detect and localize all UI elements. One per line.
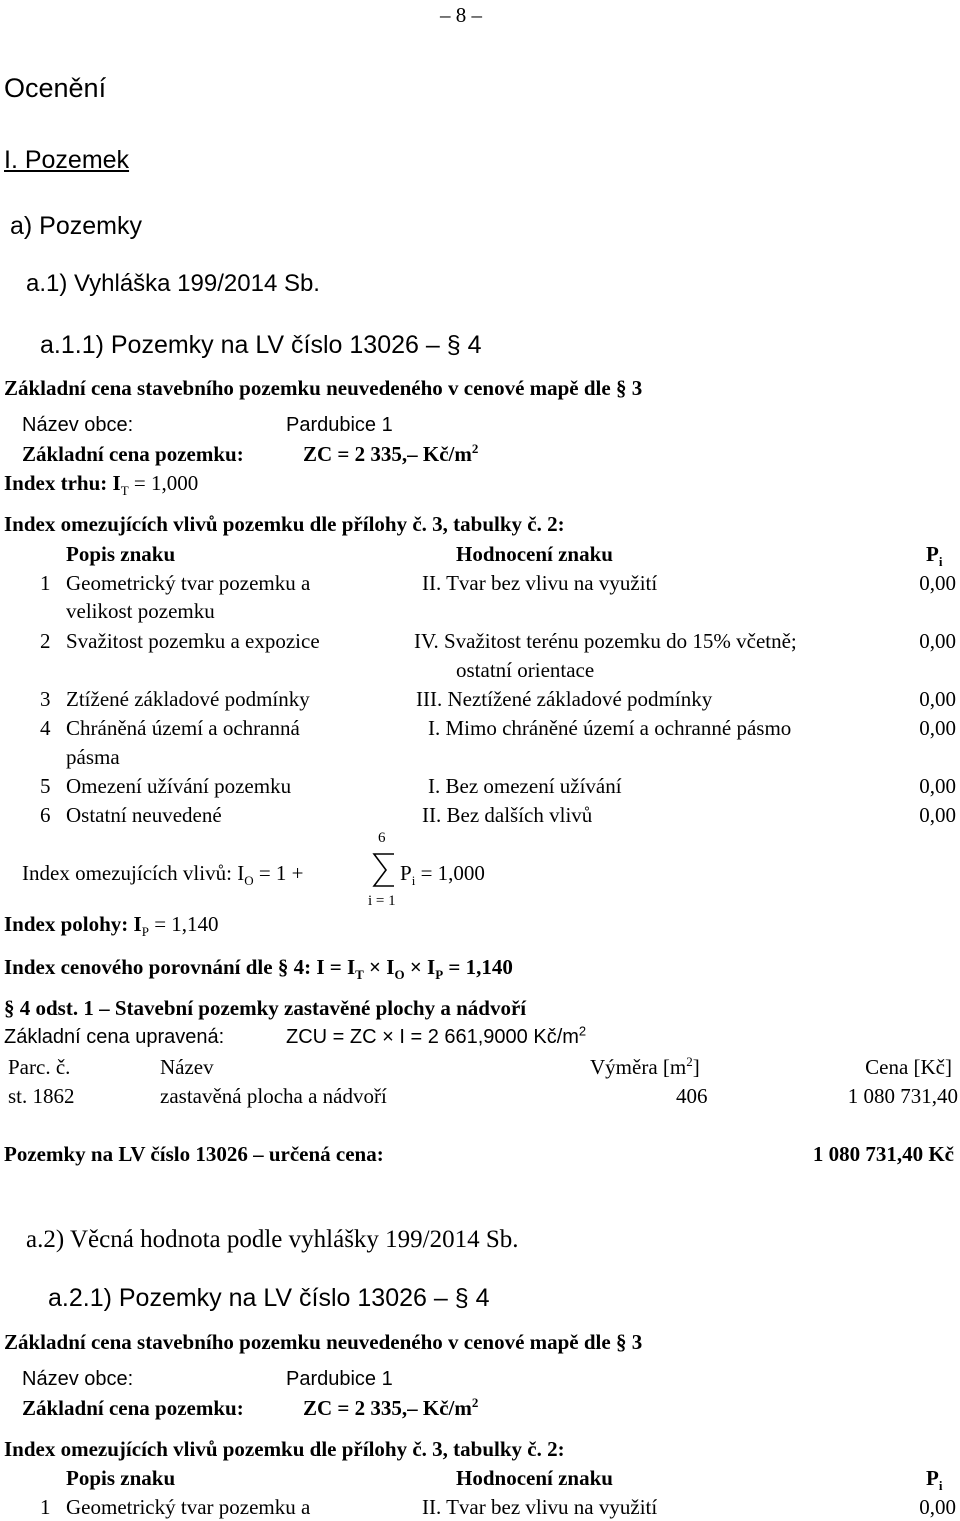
table-row-pi: 0,00 xyxy=(919,716,956,740)
sum-lower-limit: i = 1 xyxy=(368,893,396,909)
table-row-hodnoceni-cont: ostatní orientace xyxy=(456,658,595,682)
table-row-popis-cont: velikost pozemku xyxy=(66,599,215,623)
obec-value: Pardubice 1 xyxy=(286,414,393,436)
subsection-heading-a2: a.2) Věcná hodnota podle vyhlášky 199/2014 Sb. xyxy=(26,1226,519,1253)
index-polohy: Index polohy: $I_P = 1,140$ xyxy=(4,912,219,940)
col-popis-header: Popis znaku xyxy=(66,542,176,566)
sum-upper-limit: 6 xyxy=(378,830,386,846)
table-row-popis: Geometrický tvar pozemku a xyxy=(66,571,311,595)
col-hodnoceni-header: Hodnocení znaku xyxy=(456,542,613,566)
table-row-hodnoceni: II. Tvar bez vlivu na využití xyxy=(422,571,658,595)
table-row-popis: Ostatní neuvedené xyxy=(66,803,222,827)
col-pi-header: $P_i$ xyxy=(926,542,943,570)
obec-label: Název obce: xyxy=(22,414,134,436)
parc-cena: 1 080 731,40 xyxy=(847,1084,958,1108)
col-hodnoceni-header-2: Hodnocení znaku xyxy=(456,1466,613,1490)
parc-header: Parc. č. xyxy=(8,1055,71,1079)
vlivy-heading: Index omezujících vlivů pozemku dle přílohy č. 3, tabulky č. 2: xyxy=(4,512,565,536)
index-omezujicich-vlivu-value: $P_i = 1,000$ xyxy=(400,861,485,889)
zc-label-2: Základní cena pozemku: xyxy=(22,1396,244,1420)
index-cenoveho-porovnani: Index cenového porovnání dle § 4: $I = I_T \times I_O \times I_P = 1,140$ xyxy=(4,955,513,983)
table-row-hodnoceni: I. Mimo chráněné území a ochranné pásmo xyxy=(428,716,792,740)
nazev-header: Název xyxy=(160,1055,214,1079)
page-title: Ocenění xyxy=(4,73,107,103)
table-row-pi: 0,00 xyxy=(919,629,956,653)
parc-vymera: 406 xyxy=(676,1084,708,1108)
table-row-num: 2 xyxy=(40,629,51,653)
table-row-popis: Omezení užívání pozemku xyxy=(66,774,292,798)
zc-label: Základní cena pozemku: xyxy=(22,442,244,466)
subsection-heading: a) Pozemky xyxy=(10,212,142,240)
lv-heading-2: a.2.1) Pozemky na LV číslo 13026 – § 4 xyxy=(48,1284,490,1312)
page-number: – 8 – xyxy=(440,3,482,27)
table-row-num: 4 xyxy=(40,716,51,740)
table-row-popis: Ztížené základové podmínky xyxy=(66,687,310,711)
total-label: Pozemky na LV číslo 13026 – určená cena: xyxy=(4,1142,384,1166)
parc-cislo: st. 1862 xyxy=(8,1084,75,1108)
table-row-num: 1 xyxy=(40,571,51,595)
index-trhu: Index trhu: $I_T = 1,000$ xyxy=(4,471,199,499)
table-row-pi: 0,00 xyxy=(919,803,956,827)
zc-value: ZC = 2 335,– $Kč/m^2$ xyxy=(303,441,479,466)
subsubsection-heading: a.1) Vyhláška 199/2014 Sb. xyxy=(26,270,320,297)
cena-header: Cena [Kč] xyxy=(865,1055,952,1079)
zcu-value: ZCU = ZC × I = 2 661,9000 $Kč/m^2$ xyxy=(286,1023,587,1048)
table-row-hodnoceni: I. Bez omezení užívání xyxy=(428,774,622,798)
table-row-pi: 0,00 xyxy=(919,687,956,711)
total-value: 1 080 731,40 Kč xyxy=(812,1142,954,1166)
obec-label-2: Název obce: xyxy=(22,1368,134,1390)
lv-heading: a.1.1) Pozemky na LV číslo 13026 – § 4 xyxy=(40,331,482,359)
col-pi-header-2: $P_i$ xyxy=(926,1466,943,1494)
table-row-num: 1 xyxy=(40,1495,51,1519)
vlivy-heading-2: Index omezujících vlivů pozemku dle přílohy č. 3, tabulky č. 2: xyxy=(4,1437,565,1461)
table-row-num: 6 xyxy=(40,803,51,827)
zc-value-2: ZC = 2 335,– $Kč/m^2$ xyxy=(303,1395,479,1420)
section-heading: I. Pozemek xyxy=(4,146,130,174)
vymera-header: Výměra $[m^2]$ xyxy=(590,1054,700,1079)
table-row-hodnoceni: III. Neztížené základové podmínky xyxy=(416,687,713,711)
table-row-hodnoceni: IV. Svažitost terénu pozemku do 15% včetně; xyxy=(414,629,797,653)
table-row-num: 3 xyxy=(40,687,51,711)
table-row-pi: 0,00 xyxy=(919,571,956,595)
table-row-pi: 0,00 xyxy=(919,774,956,798)
col-popis-header-2: Popis znaku xyxy=(66,1466,176,1490)
sum-sign-icon xyxy=(372,850,396,890)
obec-value-2: Pardubice 1 xyxy=(286,1368,393,1390)
index-omezujicich-vlivu: Index omezujících vlivů: $I_O = 1$ + xyxy=(22,861,304,889)
table-row-hodnoceni: II. Bez dalších vlivů xyxy=(422,803,593,827)
table-row-num: 5 xyxy=(40,774,51,798)
base-price-heading: Základní cena stavebního pozemku neuvedeného v cenové mapě dle § 3 xyxy=(4,376,643,400)
table-row-popis: Chráněná území a ochranná xyxy=(66,716,300,740)
table-row-hodnoceni: II. Tvar bez vlivu na využití xyxy=(422,1495,658,1519)
table-row-popis: Svažitost pozemku a expozice xyxy=(66,629,320,653)
base-price-heading-2: Základní cena stavebního pozemku neuvedeného v cenové mapě dle § 3 xyxy=(4,1330,643,1354)
table-row-pi: 0,00 xyxy=(919,1495,956,1519)
odst-heading: § 4 odst. 1 – Stavební pozemky zastavěné plochy a nádvoří xyxy=(4,996,527,1020)
table-row-popis-cont: pásma xyxy=(66,745,120,769)
table-row-popis: Geometrický tvar pozemku a xyxy=(66,1495,311,1519)
zcu-label: Základní cena upravená: xyxy=(4,1026,225,1048)
parc-nazev: zastavěná plocha a nádvoří xyxy=(160,1084,387,1108)
